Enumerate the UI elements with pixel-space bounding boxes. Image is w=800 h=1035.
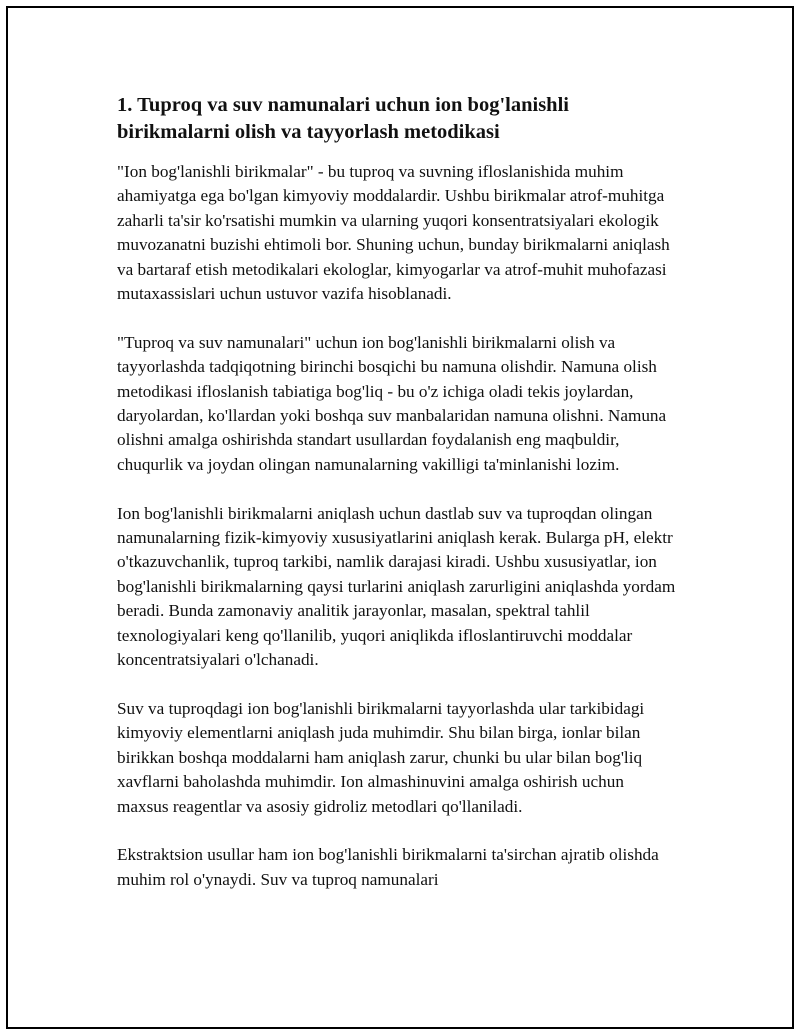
paragraph-3: Ion bog'lanishli birikmalarni aniqlash uchun dastlab suv va tuproqdan olingan namunalarning fizik-kimyoviy xususiyatlarini aniqlash kerak. Bularga pH, elektr o'tkazuvchanlik, tuproq tarkibi, namlik darajasi kiradi. Ushbu xususiyatlar, ion bog'lanishli birikmalarning qaysi turlarini aniqlash zarurligini aniqlashda yordam beradi. Bunda zamonaviy analitik jarayonlar, masalan, spektral tahlil texnologiyalari keng qo'llanilib, yuqori aniqlikda ifloslantiruvchi moddalar koncentratsiyalari o'lchanadi. bbox=[117, 503, 676, 670]
section-title: 1. Tuproq va suv namunalari uchun ion bog'lanishli birikmalarni olish va tayyorlash metodikasi bbox=[117, 94, 569, 143]
paragraph-5: Ekstraktsion usullar ham ion bog'lanishli birikmalarni ta'sirchan ajratib olishda muhim rol o'ynaydi. Suv va tuproq namunalari bbox=[117, 845, 659, 889]
paragraph-4: Suv va tuproqdagi ion bog'lanishli birikmalarni tayyorlashda ular tarkibidagi kimyoviy elementlarni aniqlash juda muhimdir. Shu bilan birga, ionlar bilan birikkan boshqa moddalarni ham aniqlash zarur, chunki bu ular bilan bog'liq xavflarni baholashda muhimdir. Ion almashinuvini amalga oshirish uchun maxsus reagentlar va asosiy gidroliz metodlari qo'llaniladi. bbox=[117, 698, 645, 816]
paragraph-1: "Ion bog'lanishli birikmalar" - bu tuproq va suvning ifloslanishida muhim ahamiyatga ega bo'lgan kimyoviy moddalardir. Ushbu birikmalar atrof-muhitga zaharli ta'sir ko'rsatishi mumkin va ularning yuqori konsentratsiyalari ekologik muvozanatni buzishi ehtimoli bor. Shuning uchun, bunday birikmalarni aniqlash va bartaraf etish metodikalari ekologlar, kimyogarlar va atrof-muhit muhofazasi mutaxassislari uchun ustuvor vazifa hisoblanadi. bbox=[117, 162, 670, 304]
paragraph-2: "Tuproq va suv namunalari" uchun ion bog'lanishli birikmalarni olish va tayyorlashda tadqiqotning birinchi bosqichi bu namuna olishdir. Namuna olish metodikasi ifloslanish tabiatiga bog'liq - bu o'z ichiga oladi tekis joylardan, daryolardan, ko'llardan yoki boshqa suv manbalaridan namuna olishni. Namuna olishni amalga oshirishda standart usullardan foydalanish eng maqbuldir, chuqurlik va joydan olingan namunalarning vakilligi ta'minlanishi lozim. bbox=[117, 332, 667, 474]
document-body bbox=[117, 92, 677, 917]
